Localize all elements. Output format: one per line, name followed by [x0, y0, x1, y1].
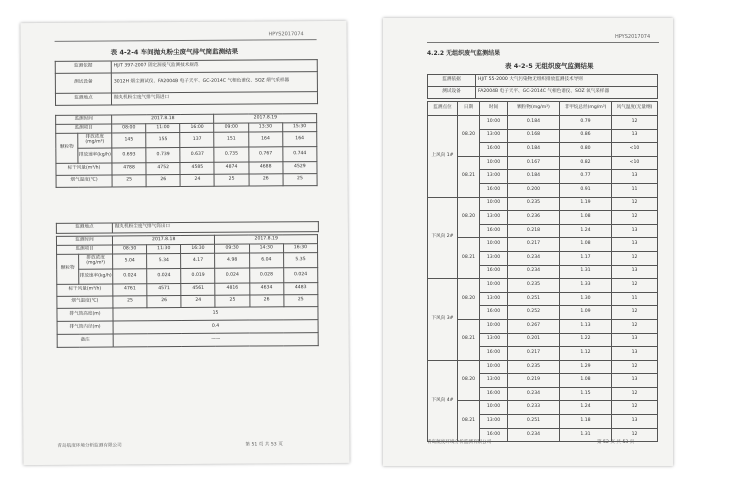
value-cell: 6.04 [249, 253, 283, 268]
footer-company: 青岛航度环境分析监测有限公司 [427, 440, 492, 445]
value-cell: 0.79 [560, 116, 612, 130]
section-heading: 4.2.2 无组织废气监测结果 [427, 50, 501, 57]
value-cell: 13:00 [480, 374, 508, 388]
value-cell: 16:00 [480, 347, 508, 361]
date-cell: 08.21 [458, 319, 480, 360]
info-label: 测试设备 [55, 73, 111, 93]
column-header: 非甲烷总烃(mg/m³) [560, 102, 612, 116]
value-cell: 10:00 [480, 197, 508, 211]
report-page-52 [383, 18, 673, 466]
row-label: 标干风量(m³/h) [56, 163, 112, 175]
row-label: 排放速率(kg/h) [78, 148, 112, 163]
value-cell: 0.028 [249, 268, 283, 283]
value-cell: 12 [612, 360, 658, 374]
value-cell: 0.234 [508, 251, 560, 265]
value-cell: 0.637 [180, 147, 214, 162]
value-cell: 25 [284, 295, 318, 307]
value-cell: 16:00 [480, 224, 508, 238]
value-cell: 4788 [112, 163, 146, 175]
value-cell: 25 [283, 174, 317, 186]
value-cell: 26 [249, 174, 283, 186]
value-cell: 0.251 [508, 292, 560, 306]
value-cell: 4874 [214, 162, 248, 174]
value-cell: 1.08 [560, 238, 612, 252]
value-cell: 13 [612, 129, 658, 143]
value-cell: 0.91 [560, 183, 612, 197]
value-cell: 0.200 [508, 183, 560, 197]
value-cell: 26 [250, 295, 284, 307]
value-cell: 0.218 [508, 224, 560, 238]
time-header-label: 监测时间 [56, 236, 112, 245]
value-cell: 0.024 [215, 268, 249, 283]
item-header-label: 监测项目 [57, 245, 113, 254]
date-cell: 08.21 [458, 401, 480, 442]
value-cell: 16:00 [480, 143, 508, 157]
value-cell: 13 [612, 333, 658, 347]
row-label: 排放速率(kg/h) [79, 269, 113, 284]
value-cell: 12 [612, 197, 658, 211]
value-cell: 1.18 [560, 415, 612, 429]
date-cell: 08.20 [458, 116, 480, 157]
time-cell: 11:00 [146, 124, 180, 133]
value-cell: 0.233 [508, 401, 560, 415]
value-cell: 10:00 [480, 238, 508, 252]
value-cell: 12 [612, 387, 658, 401]
header-rule [427, 42, 659, 43]
value-cell: 4.98 [215, 253, 249, 268]
value-cell: 4.17 [181, 253, 215, 268]
value-cell: 13:00 [480, 211, 508, 225]
fugitive-results-table [427, 101, 658, 442]
value-cell: 1.12 [560, 347, 612, 361]
report-page-51 [20, 21, 349, 465]
table-row [428, 319, 658, 333]
value-cell: 4585 [180, 162, 214, 174]
table-row [428, 197, 658, 211]
value-cell: 13 [612, 374, 658, 388]
info-value: 3012H 烟尘测试仪、FA2004B 电子天平、GC-2014C 气相色谱仪、SOZ 烟气采样器 [111, 72, 317, 93]
location-cell: 上风向 1# [428, 116, 458, 198]
value-cell: 11 [612, 292, 658, 306]
location-cell: 下风向 2# [428, 197, 458, 279]
footer-label: 备注 [57, 334, 113, 347]
value-cell: 0.86 [560, 129, 612, 143]
site2-table [56, 221, 319, 234]
value-cell: 1.30 [560, 292, 612, 306]
table-row [56, 174, 317, 188]
item-header-label: 监测项目 [56, 124, 112, 133]
page-header-code: HPYS2017074 [268, 31, 304, 38]
column-header: 日期 [458, 102, 480, 116]
value-cell: 12 [612, 211, 658, 225]
value-cell: 13:00 [480, 129, 508, 143]
table-row [428, 116, 658, 130]
time-header-label: 监测时间 [56, 115, 112, 124]
value-cell: 0.234 [508, 387, 560, 401]
value-cell: 13 [612, 347, 658, 361]
time-cell: 16:30 [181, 244, 215, 253]
table-row [57, 333, 318, 348]
table-row [428, 279, 658, 293]
group-label: 颗粒物 [57, 254, 79, 284]
value-cell: <10 [612, 156, 658, 170]
value-cell: 1.15 [560, 387, 612, 401]
table-row [55, 92, 317, 106]
column-header: 风气温度(无量纲) [612, 102, 658, 116]
info-value: 抛丸机粉尘废气排气筒进口 [111, 92, 317, 105]
time-cell: 09:30 [215, 244, 249, 253]
table-row [428, 75, 658, 87]
footer-value: —— [113, 333, 318, 347]
info-value: FA2004B 电子天平、GC-2014C 气相色谱仪、SOZ 氧气采样器 [476, 87, 658, 99]
value-cell: 10:00 [480, 279, 508, 293]
value-cell: 1.29 [560, 360, 612, 374]
table-title: 表 4-2-4 车间抛丸粉尘废气排气筒监测结果 [110, 47, 239, 57]
value-cell: 0.019 [181, 268, 215, 283]
time-cell: 08:30 [113, 245, 147, 254]
value-cell: 16:00 [480, 428, 508, 442]
value-cell: 0.236 [508, 211, 560, 225]
time-cell: 09:00 [214, 123, 248, 132]
table-row [428, 401, 658, 415]
group-label: 颗粒物 [56, 133, 78, 163]
value-cell: 1.31 [560, 265, 612, 279]
value-cell: <10 [612, 143, 658, 157]
value-cell: 0.184 [508, 116, 560, 130]
value-cell: 13:00 [480, 292, 508, 306]
row-label: 排放浓度(mg/m³) [79, 254, 113, 269]
date-cell: 2017.8.19 [215, 235, 318, 245]
info-label: 测试设备 [428, 87, 476, 99]
value-cell: 0.235 [508, 279, 560, 293]
value-cell: 155 [146, 133, 180, 148]
value-cell: 4571 [147, 284, 181, 296]
value-cell: 13 [612, 224, 658, 238]
table-row [55, 72, 317, 94]
value-cell: 12 [612, 306, 658, 320]
value-cell: 1.08 [560, 211, 612, 225]
value-cell: 12 [612, 279, 658, 293]
value-cell: 0.693 [112, 148, 146, 163]
time-cell: 11:30 [147, 245, 181, 254]
value-cell: 1.24 [560, 401, 612, 415]
value-cell: 13 [612, 415, 658, 429]
info-table [55, 59, 318, 106]
header-rule [55, 39, 317, 42]
info-value: HJ/T 397-2007 固定源废气监测技术规范 [111, 60, 317, 73]
value-cell: 5.35 [283, 253, 317, 268]
value-cell: 12 [612, 401, 658, 415]
value-cell: 0.267 [508, 319, 560, 333]
column-header: 时间 [480, 102, 508, 116]
time-cell: 08:00 [112, 124, 146, 133]
value-cell: 1.17 [560, 251, 612, 265]
value-cell: 0.234 [508, 265, 560, 279]
row-label: 标干风量(m³/h) [57, 284, 113, 296]
row-label: 排放浓度(mg/m³) [78, 133, 112, 148]
value-cell: 24 [180, 174, 214, 186]
value-cell: 25 [113, 296, 147, 308]
footer-label: 排气筒内径(m) [57, 321, 113, 334]
value-cell: 5.34 [147, 254, 181, 269]
date-cell: 08.20 [458, 279, 480, 320]
location-cell: 下风向 4# [428, 360, 458, 442]
value-cell: 12 [612, 251, 658, 265]
info-table [427, 74, 658, 99]
time-cell: 14:30 [249, 244, 283, 253]
site2-value: 抛丸机粉尘废气排气筒出口 [112, 222, 318, 233]
value-cell: 12 [612, 428, 658, 442]
value-cell: 0.80 [560, 143, 612, 157]
value-cell: 0.767 [248, 147, 282, 162]
column-header: 监测点位 [428, 102, 458, 116]
value-cell: 4634 [249, 283, 283, 295]
value-cell: 0.184 [508, 170, 560, 184]
footer-value: 15 [113, 307, 318, 321]
info-label: 监测依据 [55, 61, 111, 73]
value-cell: 24 [181, 295, 215, 307]
footer-page-number: 第 52 页 共 53 页 [597, 440, 635, 445]
value-cell: 0.77 [560, 170, 612, 184]
value-cell: 1.19 [560, 197, 612, 211]
value-cell: 16:00 [480, 265, 508, 279]
column-header: 颗粒物(mg/m³) [508, 102, 560, 116]
value-cell: 16:00 [480, 306, 508, 320]
value-cell: 1.13 [560, 319, 612, 333]
date-cell: 08.20 [458, 360, 480, 401]
value-cell: 10:00 [480, 116, 508, 130]
value-cell: 10:00 [480, 360, 508, 374]
value-cell: 10:00 [480, 401, 508, 415]
value-cell: 164 [283, 132, 317, 147]
value-cell: 4761 [113, 284, 147, 296]
footer-value: 0.4 [113, 320, 318, 334]
info-label: 监测地点 [55, 93, 111, 105]
value-cell: 0.235 [508, 360, 560, 374]
table-title: 表 4-2-5 无组织废气监测结果 [505, 62, 594, 70]
inlet-results-table [55, 113, 318, 188]
page-header-code: HPYS2017074 [615, 34, 651, 40]
value-cell: 4688 [249, 162, 283, 174]
value-cell: 13:00 [480, 415, 508, 429]
value-cell: 1.08 [560, 374, 612, 388]
value-cell: 10:00 [480, 156, 508, 170]
value-cell: 26 [146, 175, 180, 187]
date-cell: 08.21 [458, 238, 480, 279]
outlet-results-table [56, 234, 319, 348]
value-cell: 25 [215, 174, 249, 186]
value-cell: 0.167 [508, 156, 560, 170]
value-cell: 145 [112, 133, 146, 148]
value-cell: 0.744 [283, 147, 317, 162]
value-cell: 0.739 [146, 148, 180, 163]
value-cell: 0.234 [508, 428, 560, 442]
time-cell: 16:30 [283, 244, 317, 253]
value-cell: 16:00 [480, 387, 508, 401]
value-cell: 0.219 [508, 374, 560, 388]
value-cell: 4752 [146, 163, 180, 175]
footer-label: 排气筒高度(m) [57, 308, 113, 321]
value-cell: 0.235 [508, 197, 560, 211]
location-cell: 下风向 3# [428, 279, 458, 361]
date-cell: 08.21 [458, 156, 480, 197]
value-cell: 1.33 [560, 279, 612, 293]
date-cell: 2017.8.18 [112, 235, 215, 245]
row-label: 烟气温度(℃) [56, 175, 112, 187]
value-cell: 0.735 [214, 147, 248, 162]
value-cell: 12 [612, 116, 658, 130]
value-cell: 13 [612, 265, 658, 279]
value-cell: 0.184 [508, 143, 560, 157]
time-cell: 13:30 [248, 123, 282, 132]
value-cell: 4483 [284, 283, 318, 295]
value-cell: 4816 [215, 283, 249, 295]
value-cell: 4529 [283, 162, 317, 174]
date-cell: 2017.8.18 [112, 114, 215, 124]
table-row [428, 238, 658, 252]
value-cell: 1.24 [560, 224, 612, 238]
value-cell: 0.201 [508, 333, 560, 347]
value-cell: 0.024 [283, 268, 317, 283]
value-cell: 13:00 [480, 170, 508, 184]
value-cell: 25 [112, 175, 146, 187]
value-cell: 164 [248, 132, 282, 147]
date-cell: 2017.8.19 [214, 114, 317, 124]
value-cell: 137 [180, 132, 214, 147]
value-cell: 0.82 [560, 156, 612, 170]
value-cell: 26 [147, 296, 181, 308]
value-cell: 13 [612, 170, 658, 184]
table-row [428, 102, 658, 116]
value-cell: 0.217 [508, 347, 560, 361]
value-cell: 10:00 [480, 319, 508, 333]
value-cell: 11 [612, 183, 658, 197]
value-cell: 12 [612, 319, 658, 333]
value-cell: 5.04 [113, 254, 147, 269]
time-cell: 16:00 [180, 123, 214, 132]
value-cell: 25 [215, 295, 249, 307]
value-cell: 0.168 [508, 129, 560, 143]
footer-company: 青岛航度环境分析监测有限公司 [57, 443, 122, 449]
value-cell: 0.024 [147, 269, 181, 284]
table-row [428, 156, 658, 170]
date-cell: 08.20 [458, 197, 480, 238]
value-cell: 13 [612, 238, 658, 252]
info-label: 监测依据 [428, 75, 476, 87]
site2-label: 监测地点 [56, 223, 112, 233]
value-cell: 0.217 [508, 238, 560, 252]
footer-page-number: 第 51 页 共 53 页 [245, 442, 283, 448]
value-cell: 4561 [181, 283, 215, 295]
value-cell: 1.31 [560, 428, 612, 442]
table-row [428, 360, 658, 374]
value-cell: 0.024 [113, 269, 147, 284]
time-cell: 15:30 [282, 123, 316, 132]
info-value: HJ/T 55-2000 大气污染物无组织排放监测技术导则 [476, 75, 658, 87]
value-cell: 0.252 [508, 306, 560, 320]
value-cell: 13:00 [480, 251, 508, 265]
table-row [428, 87, 658, 99]
value-cell: 13:00 [480, 333, 508, 347]
value-cell: 1.22 [560, 333, 612, 347]
value-cell: 0.251 [508, 415, 560, 429]
value-cell: 16:00 [480, 183, 508, 197]
value-cell: 151 [214, 132, 248, 147]
row-label: 烟气温度(℃) [57, 296, 113, 308]
value-cell: 1.09 [560, 306, 612, 320]
